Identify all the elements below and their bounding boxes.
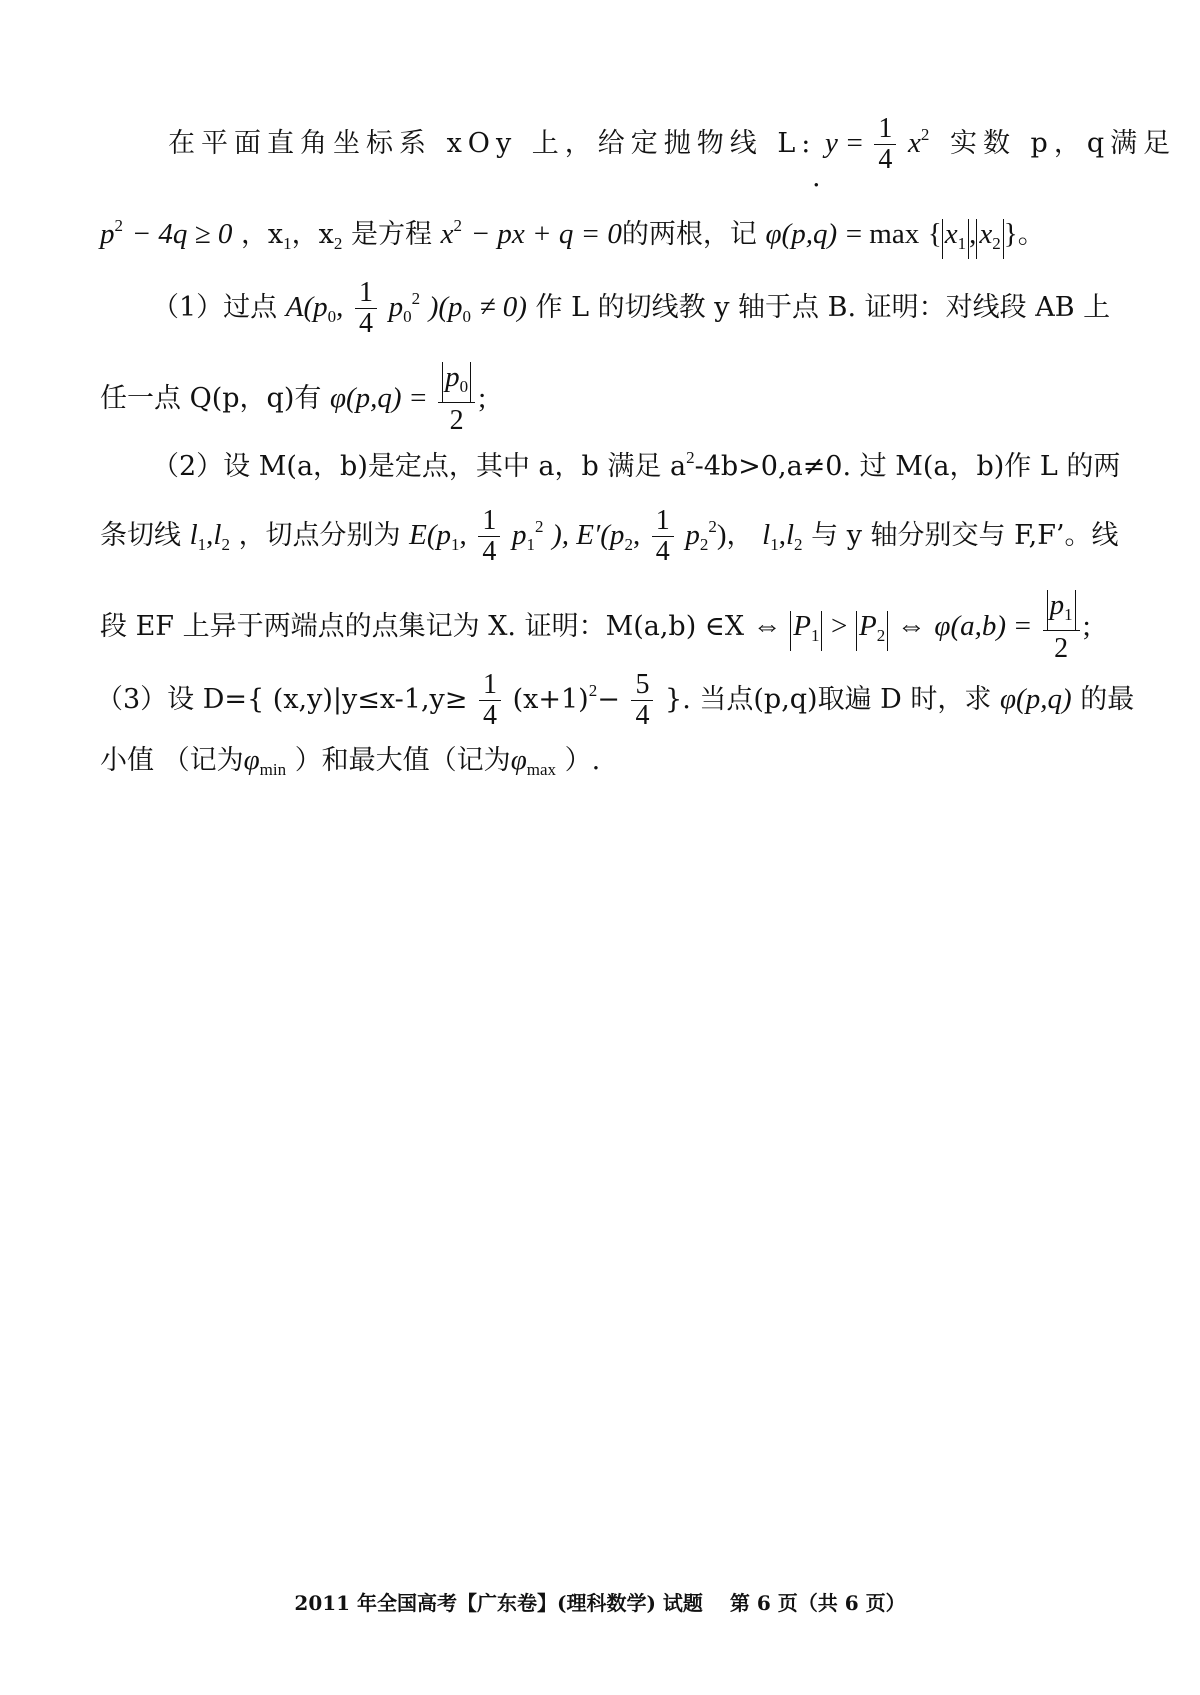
text: 作 L 的切线教 y 轴于点 B. 证明：对线段 AB 上 [535,292,1111,323]
phi-function: φ(p,q) [765,218,838,250]
subscript: 1 [770,535,779,554]
min-subscript: min [259,760,287,779]
part2-line2 [100,505,1119,567]
exponent: 2 [588,681,598,700]
point-E-prime: ), E′(p [552,519,625,551]
comma: , [206,519,214,551]
part1-line1 [152,277,1111,339]
text: 。 [1017,219,1045,250]
x1: x [944,218,958,250]
text: 的两根，记 [621,219,757,250]
fraction-one-quarter [479,670,501,731]
part2-line1 [152,438,1121,487]
text: 段 EF 上异于两端点的点集记为 X. 证明：M(a,b) ∈X [100,611,745,642]
subscript: 2 [699,535,709,554]
condition: )(p [428,291,463,323]
subscript: 1 [810,626,820,645]
fraction-numerator: 1 [874,114,896,145]
subscript: 0 [462,307,472,326]
text: ）. [564,745,601,776]
subscript: 2 [876,626,886,645]
comma: , [336,291,344,323]
max-label: = max [845,218,920,250]
fraction-denominator: 4 [635,700,650,731]
subscript: 1 [957,234,967,253]
paren: ) [716,519,727,551]
fraction-numerator: 1 [478,506,500,537]
stray-dot: . [812,162,821,193]
fraction-denominator: 4 [878,144,893,175]
comma: , [632,519,641,551]
fraction-numerator [438,360,475,403]
x-symbol: x [440,218,454,250]
abs-p1 [1047,590,1076,630]
exponent: 2 [534,517,544,536]
text: （1）过点 [152,292,278,323]
part3-line2 [100,740,1110,790]
intro-text-2: 实数 p，q满足 [949,128,1177,159]
subscript: 2 [221,535,230,554]
subscript: 1 [197,535,207,554]
minus: − [597,684,620,715]
parabola-y: y [824,127,838,159]
P2: P [859,610,877,642]
abs-x1 [942,219,969,259]
right-brace: } [1003,218,1018,250]
fraction-denominator: 2 [1054,633,1069,664]
text: 任一点 Q(p，q)有 [100,383,322,414]
fraction-numerator: 5 [631,670,653,701]
phi-function: φ(p,q) [329,382,402,414]
l1: l [762,519,771,551]
exponent: 2 [920,125,930,144]
fraction-one-quarter [478,506,500,567]
text: ，x [240,219,284,250]
text: }. 当点(p,q)取遍 D 时，求 [665,684,992,715]
p1: p [511,519,527,551]
p-symbol: p [100,218,115,250]
semicolon: ; [1082,610,1091,642]
subscript: 0 [327,307,337,326]
text: -4b>0,a≠0. 过 M(a，b)作 L 的两 [694,451,1121,482]
text: 的最 [1080,684,1135,715]
page-footer: 2011 年全国高考【广东卷】(理科数学) 试题 第 6 页（共 6 页） [294,1591,906,1615]
semicolon: ; [478,382,487,414]
fraction-denominator: 4 [655,536,670,567]
text: 是方程 [342,219,432,250]
comma: , [778,519,786,551]
abs-P2 [856,611,888,651]
fraction-denominator: 4 [483,700,498,731]
quadratic-equation: − px + q = 0 [470,218,622,250]
fraction-one-quarter [355,278,377,339]
subscript: 0 [403,307,412,326]
nonzero: ≠ 0) [479,291,527,323]
definition-line [100,206,1110,264]
text: 与 y 轴分别交与 F,F’。线 [811,520,1119,551]
part3-line1 [96,669,1135,731]
subscript: 1 [283,234,292,253]
subscript: 1 [1064,605,1073,624]
exponent: 2 [453,216,462,235]
fraction-five-quarters [631,670,653,731]
fraction-denominator: 4 [359,308,373,339]
left-brace: { [927,218,942,250]
fraction-numerator: 1 [355,278,377,309]
p-symbol: p [388,291,404,323]
abs-P1 [790,611,822,651]
abs-p0 [442,362,471,402]
p: p [445,361,460,393]
greater-than: > [831,610,848,642]
iff-symbol: ⇔ [752,610,782,642]
text: ，x [291,219,334,250]
part1-line2 [100,360,1110,439]
phi-function: φ(a,b) [934,610,1007,642]
fraction-abs-p0-over-2 [438,360,475,439]
l1: l [189,519,198,551]
subscript: 1 [526,535,535,554]
text: （3）设 D={ (x,y)|y≤x-1,y≥ [96,684,468,715]
exponent: 2 [411,289,421,308]
subscript: 2 [992,234,1001,253]
point-A: A(p [285,291,328,323]
parabola-x: x [908,127,921,159]
equals-sign: = [410,382,427,414]
equals-sign: = [846,127,863,159]
subscript: 2 [794,535,803,554]
fraction-numerator [1043,588,1080,631]
l2: l [785,519,795,551]
point-E: E(p [409,519,452,551]
comma: , [969,218,977,250]
p2: p [685,519,700,551]
part2-line3 [100,588,1110,667]
fraction-denominator: 4 [482,536,497,567]
max-subscript: max [526,760,557,779]
phi-function: φ(p,q) [1000,683,1072,715]
exponent: 2 [708,517,717,536]
subscript: 1 [451,535,460,554]
text: (x+1) [512,684,589,715]
iff-symbol: ⇔ [896,610,926,642]
P1: P [793,610,811,642]
phi-symbol: φ [510,744,527,776]
subscript: 2 [624,535,633,554]
fraction-denominator: 2 [449,405,464,436]
equals-sign: = [1014,610,1031,642]
intro-dot [812,158,832,198]
subscript: 2 [333,234,343,253]
text: ）和最大值（记为 [294,745,511,776]
phi-symbol: φ [243,744,260,776]
l2: l [213,519,222,551]
text: 小值 （记为 [100,745,244,776]
fraction-abs-p1-over-2 [1043,588,1080,667]
fraction-one-quarter [652,506,674,567]
comma: , [459,519,467,551]
text: （2）设 M(a，b)是定点，其中 a，b 满足 a [152,451,687,482]
text: 条切线 [100,520,181,551]
x2: x [979,218,993,250]
p: p [1049,589,1065,621]
fraction-numerator: 1 [652,506,674,537]
abs-x2 [976,219,1003,259]
fraction-numerator: 1 [479,670,501,701]
discriminant-inequality: − 4q ≥ 0 [131,218,233,250]
exponent: 2 [114,216,123,235]
fraction-one-quarter [874,114,896,175]
intro-text: 在平面直角坐标系 xOy 上，给定抛物线 L: [168,128,817,159]
exponent: 2 [686,448,695,467]
text: ， [726,520,754,551]
intro-line [168,113,1177,175]
text: ，切点分别为 [238,520,401,551]
subscript: 0 [459,377,469,396]
